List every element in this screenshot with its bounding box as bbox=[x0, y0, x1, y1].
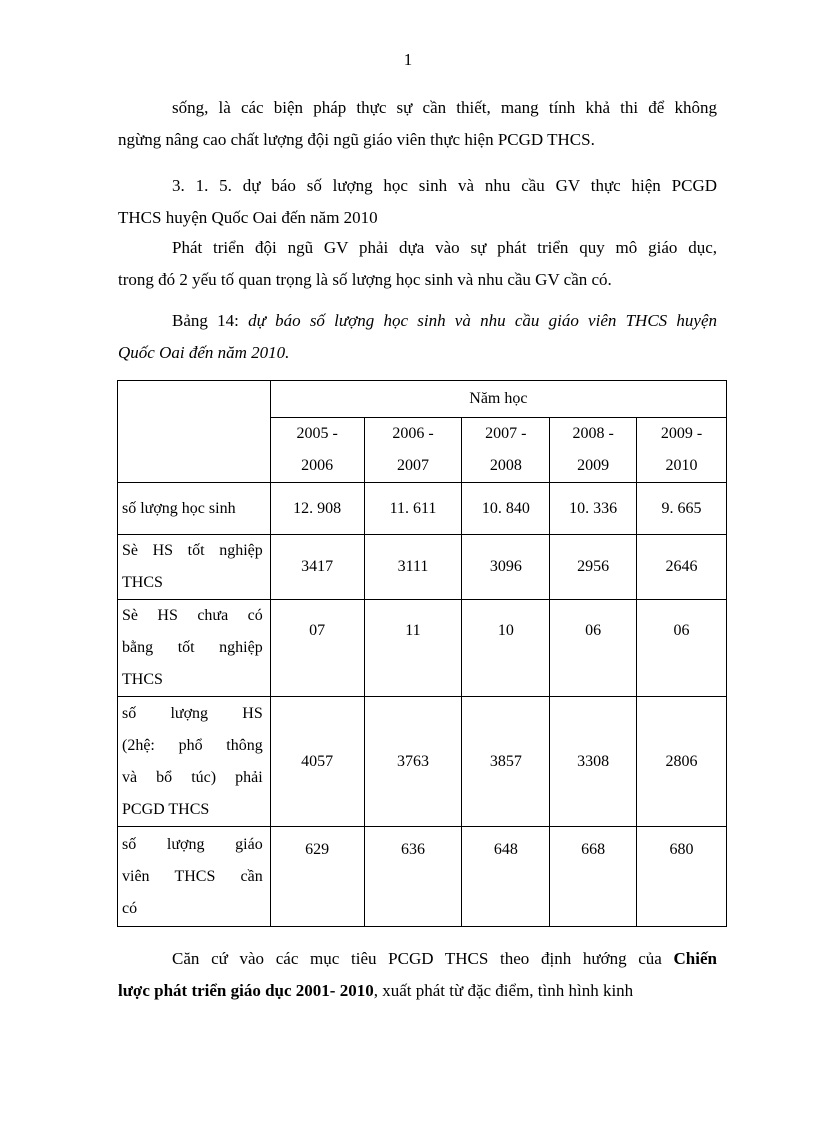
table-cell: 3111 bbox=[364, 535, 462, 600]
caption-title: Quốc Oai đến năm 2010. bbox=[118, 343, 290, 362]
caption-title: dự báo số lượng học sinh và nhu cầu giáo viên THCS huyện bbox=[248, 311, 717, 330]
table-cell: 10. 840 bbox=[462, 483, 550, 535]
paragraph-line: lược phát triển giáo dục 2001- 2010, xuất phát từ đặc điểm, tình hình kinh bbox=[118, 981, 634, 1000]
table-row bbox=[118, 483, 727, 535]
table-cell: 3417 bbox=[270, 535, 364, 600]
section-heading-line: 3. 1. 5. dự báo số lượng học sinh và nhu cầu GV thực hiện PCGD bbox=[172, 176, 717, 195]
paragraph-line: Căn cứ vào các mục tiêu PCGD THCS theo định hướng của Chiến bbox=[172, 949, 717, 968]
table-cell: 668 bbox=[550, 827, 637, 927]
table-cell: 11. 611 bbox=[364, 483, 462, 535]
row-label: số lượng giáo viên THCS cần có bbox=[118, 827, 271, 927]
page-number: 1 bbox=[403, 50, 413, 69]
table-cell: 636 bbox=[364, 827, 462, 927]
year-header: 2005 - 2006 bbox=[270, 418, 364, 483]
table-cell: 3308 bbox=[550, 697, 637, 827]
table-cell: 680 bbox=[637, 827, 727, 927]
table-cell: 2956 bbox=[550, 535, 637, 600]
table-caption bbox=[118, 305, 717, 369]
table-row bbox=[118, 535, 727, 600]
paragraph-line: sống, là các biện pháp thực sự cần thiết, mang tính khả thi để không bbox=[172, 98, 717, 117]
caption-line bbox=[172, 305, 717, 337]
table-cell: 11 bbox=[364, 600, 462, 697]
section-heading-line: THCS huyện Quốc Oai đến năm 2010 bbox=[118, 208, 378, 227]
table-cell: 3857 bbox=[462, 697, 550, 827]
paragraph-line: Phát triển đội ngũ GV phải dựa vào sự phát triển quy mô giáo dục, bbox=[172, 238, 717, 257]
table-cell: 3763 bbox=[364, 697, 462, 827]
table-cell: 06 bbox=[637, 600, 727, 697]
row-label: số lượng HS (2hệ: phổ thông và bổ túc) phải PCGD THCS bbox=[118, 697, 271, 827]
caption-label: Bảng 14: bbox=[172, 311, 239, 330]
year-header: 2006 - 2007 bbox=[364, 418, 462, 483]
table-cell: 9. 665 bbox=[637, 483, 727, 535]
year-header: 2007 - 2008 bbox=[462, 418, 550, 483]
paragraph-conclusion bbox=[118, 943, 717, 1007]
year-header: 2009 - 2010 bbox=[637, 418, 727, 483]
table-cell: 10 bbox=[462, 600, 550, 697]
table-group-header: Năm học bbox=[270, 381, 726, 418]
forecast-table bbox=[117, 380, 727, 927]
table-row bbox=[118, 600, 727, 697]
table-cell: 3096 bbox=[462, 535, 550, 600]
row-label: Sè HS chưa có bằng tốt nghiệp THCS bbox=[118, 600, 271, 697]
paragraph-line: trong đó 2 yếu tố quan trọng là số lượng học sinh và nhu cầu GV cần có. bbox=[118, 270, 612, 289]
table-cell: 07 bbox=[270, 600, 364, 697]
table-row bbox=[118, 697, 727, 827]
table-cell: 2806 bbox=[637, 697, 727, 827]
table-cell: 4057 bbox=[270, 697, 364, 827]
paragraph-development bbox=[118, 232, 717, 296]
table-cell: 10. 336 bbox=[550, 483, 637, 535]
paragraph-line: ngừng nâng cao chất lượng đội ngũ giáo viên thực hiện PCGD THCS. bbox=[118, 130, 595, 149]
table-cell: 629 bbox=[270, 827, 364, 927]
table-cell: 06 bbox=[550, 600, 637, 697]
section-heading bbox=[118, 170, 717, 234]
table-row bbox=[118, 827, 727, 927]
table-cell: 12. 908 bbox=[270, 483, 364, 535]
paragraph-intro bbox=[118, 92, 717, 156]
row-label: Sè HS tốt nghiệp THCS bbox=[118, 535, 271, 600]
table-corner-cell bbox=[118, 381, 271, 483]
year-header: 2008 - 2009 bbox=[550, 418, 637, 483]
table-cell: 2646 bbox=[637, 535, 727, 600]
table-cell: 648 bbox=[462, 827, 550, 927]
row-label: số lượng học sinh bbox=[118, 483, 271, 535]
